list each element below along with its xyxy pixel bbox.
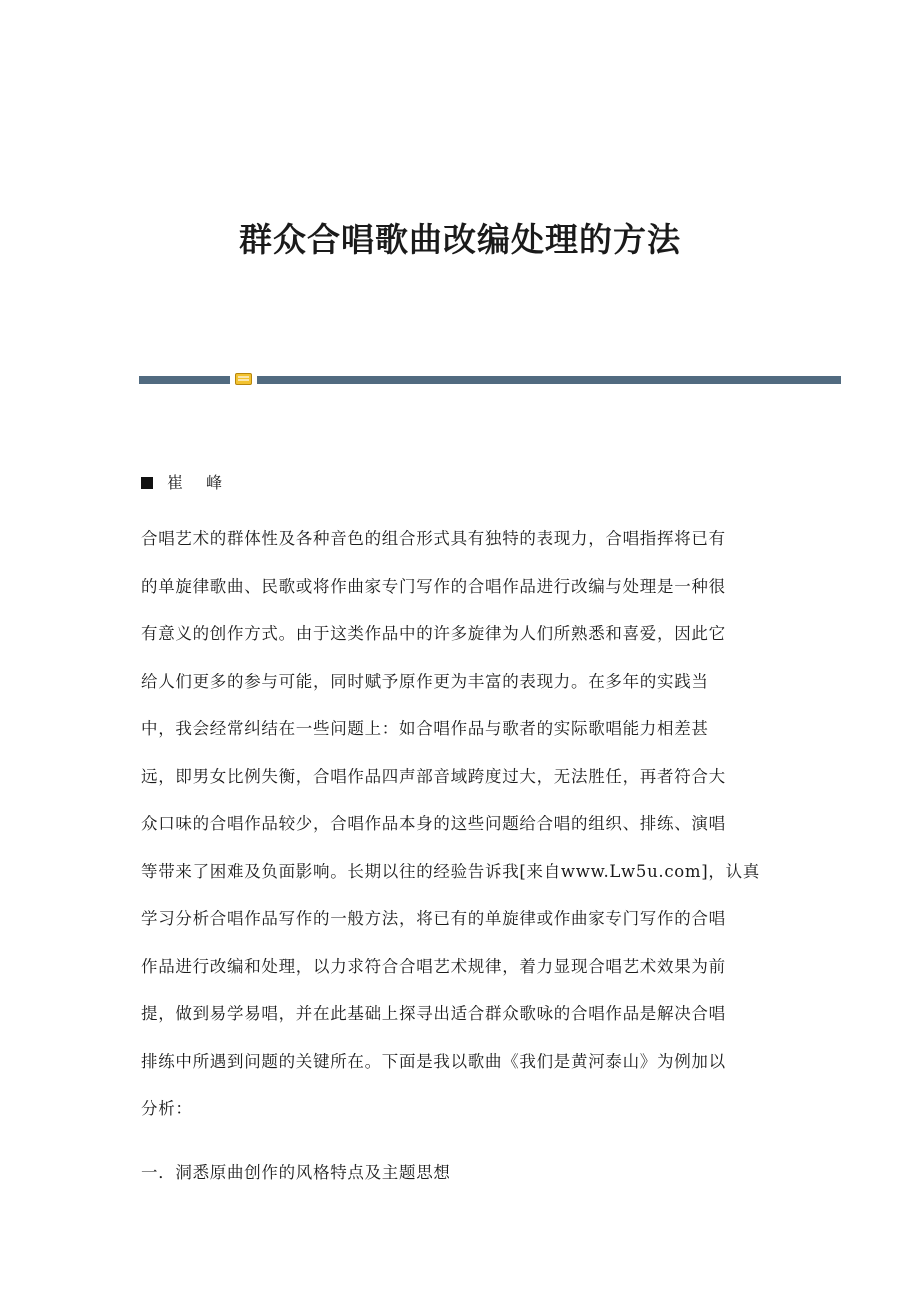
divider-bar-left bbox=[139, 376, 230, 384]
paragraph-line: 远，即男女比例失衡，合唱作品四声部音域跨度过大，无法胜任，再者符合大 bbox=[141, 766, 726, 786]
body-paragraph bbox=[141, 520, 781, 1138]
paragraph-line: 给人们更多的参与可能，同时赋予原作更为丰富的表现力。在多年的实践当 bbox=[141, 671, 709, 691]
paragraph-line: 作品进行改编和处理，以力求符合合唱艺术规律，着力显现合唱艺术效果为前 bbox=[141, 956, 726, 976]
paragraph-line: 提，做到易学易唱，并在此基础上探寻出适合群众歌咏的合唱作品是解决合唱 bbox=[141, 1004, 726, 1023]
document-title: 群众合唱歌曲改编处理的方法 bbox=[239, 220, 681, 259]
divider-bar-right bbox=[257, 376, 841, 384]
paragraph-line: 中，我会经常纠结在一些问题上：如合唱作品与歌者的实际歌唱能力相差甚 bbox=[141, 719, 709, 738]
author-line bbox=[141, 471, 231, 495]
book-emblem-icon bbox=[235, 373, 252, 385]
paragraph-line: 等带来了困难及负面影响。长期以往的经验告诉我[来自www.Lw5u.com]，认真 bbox=[141, 861, 761, 881]
paragraph-line: 学习分析合唱作品写作的一般方法，将已有的单旋律或作曲家专门写作的合唱 bbox=[141, 909, 726, 928]
paragraph-line: 排练中所遇到问题的关键所在。下面是我以歌曲《我们是黄河泰山》为例加以 bbox=[141, 1051, 726, 1071]
section-heading: 一．洞悉原曲创作的风格特点及主题思想 bbox=[141, 1163, 451, 1182]
paragraph-line: 合唱艺术的群体性及各种音色的组合形式具有独特的表现力，合唱指挥将已有 bbox=[141, 529, 726, 548]
square-bullet-icon bbox=[141, 477, 153, 489]
author-name: 崔 峰 bbox=[167, 473, 232, 492]
paragraph-line: 有意义的创作方式。由于这类作品中的许多旋律为人们所熟悉和喜爱，因此它 bbox=[141, 624, 726, 643]
paragraph-line: 的单旋律歌曲、民歌或将作曲家专门写作的合唱作品进行改编与处理是一种很 bbox=[141, 576, 726, 596]
title-divider bbox=[139, 372, 841, 386]
paragraph-line: 分析： bbox=[141, 1099, 193, 1118]
paragraph-line: 众口味的合唱作品较少，合唱作品本身的这些问题给合唱的组织、排练、演唱 bbox=[141, 814, 726, 833]
